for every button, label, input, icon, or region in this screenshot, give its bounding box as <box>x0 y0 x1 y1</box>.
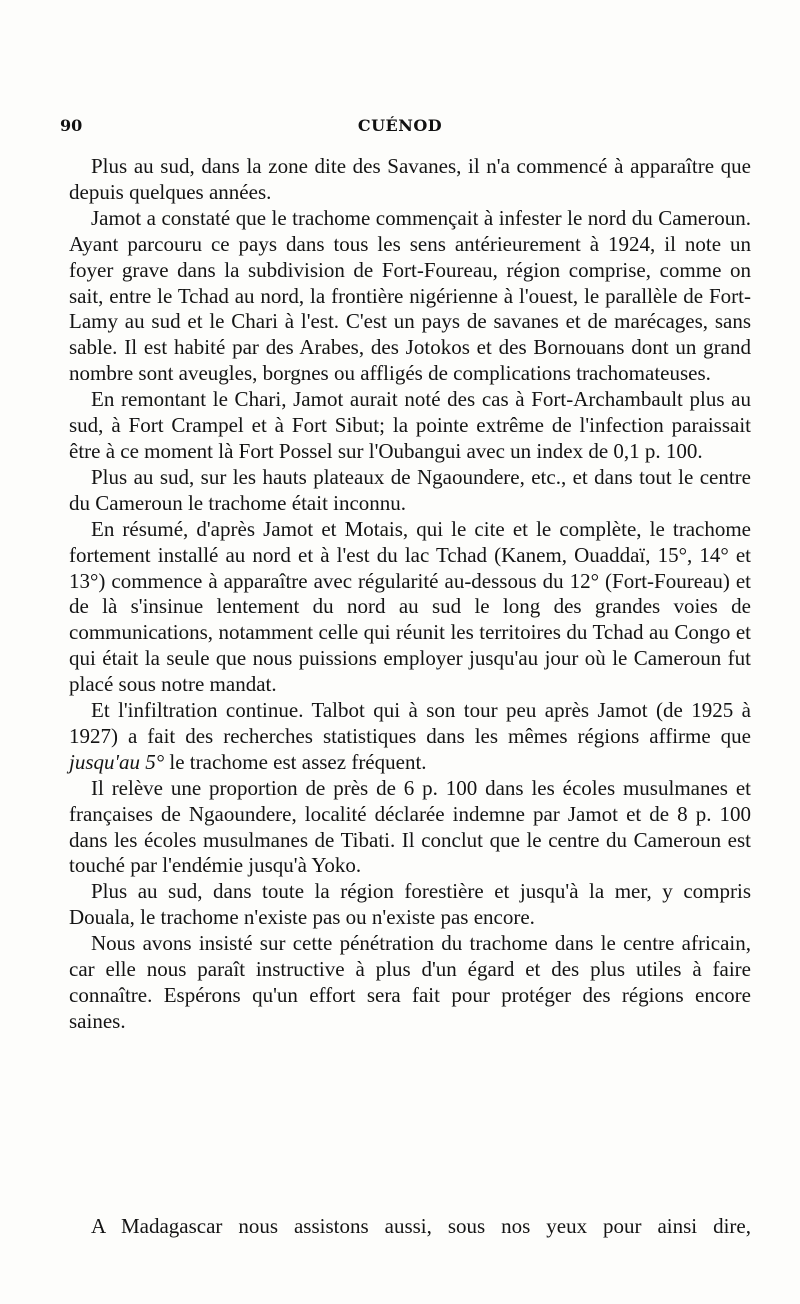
paragraph: Plus au sud, sur les hauts plateaux de Ngaoundere, etc., et dans tout le centre du Cameroun le trachome était inconnu. <box>69 464 751 515</box>
italic-phrase: jusqu'au 5° <box>69 749 165 774</box>
page-header <box>60 116 740 142</box>
paragraph: En remontant le Chari, Jamot aurait noté des cas à Fort-Archambault plus au sud, à Fort Crampel et à Fort Sibut; la pointe extrême de l'infection paraissait être à ce moment là Fort Possel sur l'Oubangui avec un index de 0,1 p. 100. <box>69 387 751 463</box>
paragraph: Jamot a constaté que le trachome commençait à infester le nord du Cameroun. Ayant parcouru ce pays dans tous les sens antérieurement à 1924, il note un foyer grave dans la subdivision de Fort-Foureau, région comprise, comme on sait, entre le Tchad au nord, la frontière nigérienne à l'ouest, le parallèle de Fort-Lamy au sud et le Chari à l'est. C'est un pays de savanes et de marécages, sans sable. Il est habité par des Arabes, des Jotokos et des Bornouans dont un grand nombre sont aveugles, borgnes ou affligés de complications trachomateuses. <box>69 205 751 386</box>
paragraph <box>69 698 751 776</box>
paragraph: Plus au sud, dans toute la région forestière et jusqu'à la mer, y compris Douala, le trachome n'existe pas ou n'existe pas encore. <box>69 879 751 930</box>
paragraph: Nous avons insisté sur cette pénétration du trachome dans le centre africain, car elle nous paraît instructive à plus d'un égard et des plus utiles à faire connaître. Espérons qu'un effort sera fait pour protéger des régions encore saines. <box>69 931 751 1033</box>
running-head: CUÉNOD <box>357 116 443 135</box>
paragraph-text: le trachome est assez fréquent. <box>164 749 427 774</box>
page-number: 90 <box>60 116 83 135</box>
paragraph: Plus au sud, dans la zone dite des Savanes, il n'a commencé à apparaître que depuis quelques années. <box>69 154 751 204</box>
paragraph: Il relève une proportion de près de 6 p. 100 dans les écoles musulmanes et françaises de Ngaoundere, localité déclarée indemne par Jamot et de 8 p. 100 dans les écoles musulmanes de Tibati. Il conclut que le centre du Cameroun est touché par l'endémie jusqu'à Yoko. <box>69 775 751 878</box>
body-text <box>69 154 751 1035</box>
paragraph: En résumé, d'après Jamot et Motais, qui le cite et le complète, le trachome fortement installé au nord et à l'est du lac Tchad (Kanem, Ouaddaï, 15°, 14° et 13°) commence à apparaître avec régularité au-dessous du 12° (Fort-Foureau) et de là s'insinue lentement du nord au sud le long des grandes voies de communications, notamment celle qui réunit les territoires du Tchad au Congo et qui était la seule que nous puissions employer jusqu'au jour où le Cameroun fut placé sous notre mandat. <box>69 516 751 697</box>
paragraph-text: Et l'infiltration continue. Talbot qui à son tour peu après Jamot (de 1925 à 1927) a fait des recherches statistiques dans les mêmes régions affirme que <box>69 698 751 748</box>
continued-line: A Madagascar nous assistons aussi, sous nos yeux pour ainsi dire, <box>91 1214 751 1238</box>
